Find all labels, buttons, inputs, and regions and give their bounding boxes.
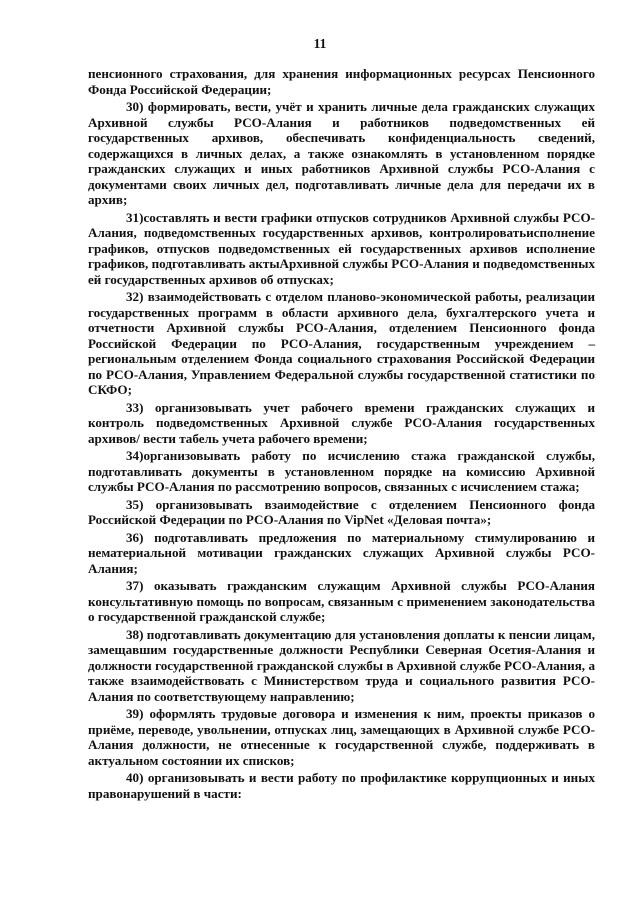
document-body [88,66,595,803]
paragraph-item-36: 36) подготавливать предложения по материальному стимулированию и нематериальной мотивации гражданских служащих Архивной службы РСО-Алания; [88,529,595,576]
paragraph-item-32: 32) взаимодействовать с отделом планово-экономической работы, реализации государственных программ в области архивного дела, бухгалтерского учета и отчетности Архивной службы РСО-Алания, отделением Пенсионного фонда Российской Федерации по РСО-Алания, государственным учреждением – региональным отделением Фонда социального страхования Российской Федерации по РСО-Алания, Управлением Федеральной службы государственной статистики по СКФО; [88,289,595,397]
paragraph-item-37: 37) оказывать гражданским служащим Архивной службы РСО-Алания консультативную помощь по вопросам, связанным с применением законодательства о государственной гражданской службе; [88,578,595,624]
paragraph-item-40: 40) организовывать и вести работу по профилактике коррупционных и иных правонарушений в части: [88,770,595,801]
page-number: 11 [313,36,327,51]
paragraph-item-33: 33) организовывать учет рабочего времени гражданских служащих и контроль подведомственных Архивной службе РСО-Алания государственных архивов/ вести табель учета рабочего времени; [88,399,595,446]
paragraph-continuation: пенсионного страхования, для хранения информационных ресурсах Пенсионного Фонда Российской Федерации; [88,66,595,97]
paragraph-item-31: 31)составлять и вести графики отпусков сотрудников Архивной службы РСО-Алания, подведомственных государственных архивов, контролироватьисполнение графиков, отпусков подведомственных ей государственных архивов исполнение графиков, подготавливать актыАрхивной службы РСО-Алания и подведомственных ей государственных архивов об отпусках; [88,209,595,287]
paragraph-item-38: 38) подготавливать документацию для установления доплаты к пенсии лицам, замещавшим государственные должности Республики Северная Осетия-Алания и должности государственной гражданской службы в Архивной службе РСО-Алания, а также взаимодействовать с Министерством труда и социального развития РСО-Алания по соответствующему направлению; [88,626,595,704]
paragraph-item-35: 35) организовывать взаимодействие с отделением Пенсионного фонда Российской Федерации по РСО-Алания по VipNet «Деловая почта»; [88,496,595,527]
paragraph-item-34: 34)организовывать работу по исчислению стажа гражданской службы, подготавливать документы в установленном порядке на комиссию Архивной службы РСО-Алания по рассмотрению вопросов, связанных с исчислением стажа; [88,448,595,494]
paragraph-item-39: 39) оформлять трудовые договора и изменения к ним, проекты приказов о приёме, переводе, увольнении, отпусках лиц, замещающих в Архивной службе РСО-Алания должности, не отнесенные к государственной службе, поддерживать в актуальном состоянии их списков; [88,706,595,768]
paragraph-item-30: 30) формировать, вести, учёт и хранить личные дела гражданских служащих Архивной службы РСО-Алания и работников подведомственных ей государственных архивов, обеспечивать конфиденциальность сведений, содержащихся в личных делах, а также ознакомлять в установленном порядке гражданских служащих и иных работников Архивной службы РСО-Алания с документами своих личных дел, подготавливать личные дела для передачи их в архив; [88,99,595,207]
